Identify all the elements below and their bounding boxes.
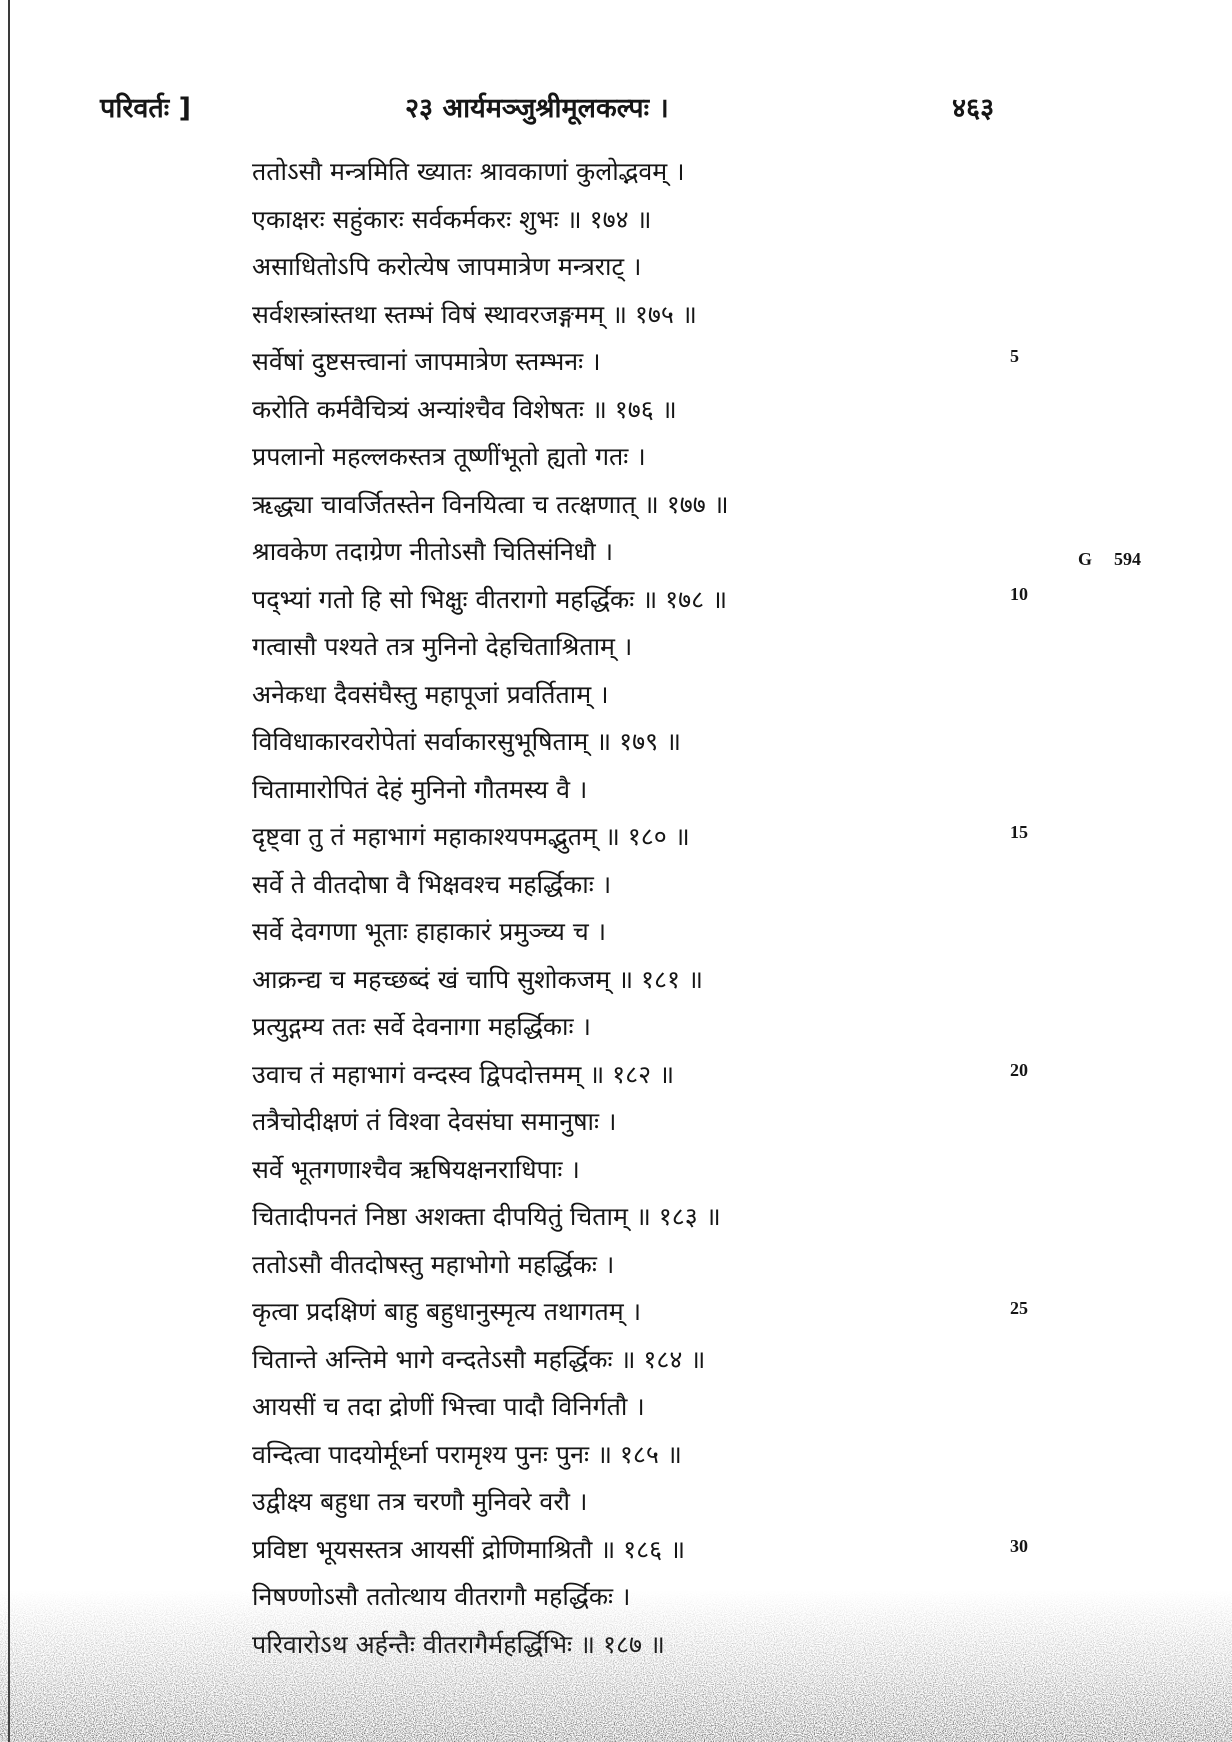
verse-line: करोति कर्मवैचित्र्यं अन्यांश्चैव विशेषतः ॥ १७६ ॥ xyxy=(252,394,677,424)
verse-text-block xyxy=(252,148,892,1668)
verse-line: प्रपलानो महल्लकस्तत्र तूष्णींभूतो ह्यतो गतः । xyxy=(252,442,646,471)
verse-line: आक्रन्द्य च महच्छब्दं खं चापि सुशोकजम् ॥ १८१ ॥ xyxy=(252,964,703,994)
verse-line: ऋद्ध्या चावर्जितस्तेन विनयित्वा च तत्क्षणात् ॥ १७७ ॥ xyxy=(252,489,729,519)
verse-line: पद्भ्यां गतो हि सो भिक्षुः वीतरागो महर्द्धिकः ॥ १७८ ॥ xyxy=(252,584,728,614)
page-number: ४६३ xyxy=(952,93,995,124)
verse-line: अनेकधा दैवसंघैस्तु महापूजां प्रवर्तिताम् । xyxy=(252,679,609,709)
verse-line: उवाच तं महाभागं वन्दस्व द्विपदोत्तमम् ॥ १८२ ॥ xyxy=(252,1059,675,1089)
verse-line: चितामारोपितं देहं मुनिनो गौतमस्य वै । xyxy=(252,774,588,804)
verse-line: सर्वशस्त्रांस्तथा स्तम्भं विषं स्थावरजङ्गमम् ॥ १७५ ॥ xyxy=(252,299,697,329)
verse-line: एकाक्षरः सहुंकारः सर्वकर्मकरः शुभः ॥ १७४ ॥ xyxy=(252,204,652,234)
line-number: 20 xyxy=(1010,1060,1028,1080)
verse-line: ततोऽसौ मन्त्रमिति ख्यातः श्रावकाणां कुलोद्भवम् । xyxy=(252,157,685,186)
line-number: 5 xyxy=(1010,346,1019,366)
line-number: 15 xyxy=(1010,822,1028,842)
section-label: परिवर्तः ] xyxy=(100,93,191,124)
verse-line: कृत्वा प्रदक्षिणं बाहु बहुधानुस्मृत्य तथागतम् । xyxy=(252,1297,642,1326)
verse-line: सर्वे ते वीतदोषा वै भिक्षवश्च महर्द्धिकाः । xyxy=(252,869,612,899)
verse-line: श्रावकेण तदाग्रेण नीतोऽसौ चितिसंनिधौ । xyxy=(252,537,614,566)
verse-line: आयसीं च तदा द्रोणीं भित्त्वा पादौ विनिर्गतौ । xyxy=(252,1392,645,1421)
scan-speckle-noise xyxy=(0,1590,1232,1742)
verse-line: दृष्ट्वा तु तं महाभागं महाकाश्यपमद्भुतम् ॥ १८० ॥ xyxy=(252,822,690,851)
verse-line: प्रत्युद्गम्य ततः सर्वे देवनागा महर्द्धिकाः । xyxy=(252,1012,591,1041)
verse-line: ततोऽसौ वीतदोषस्तु महाभोगो महर्द्धिकः । xyxy=(252,1249,615,1279)
verse-line: चितादीपनतं निष्ठा अशक्ता दीपयितुं चिताम् ॥ १८३ ॥ xyxy=(252,1202,721,1231)
manuscript-folio-reference xyxy=(1078,549,1141,570)
verse-line: गत्वासौ पश्यते तत्र मुनिनो देहचिताश्रिताम् । xyxy=(252,632,633,661)
folio-label: G xyxy=(1078,549,1093,569)
running-title: २३ आर्यमञ्जुश्रीमूलकल्पः । xyxy=(405,93,669,124)
verse-line: असाधितोऽपि करोत्येष जापमात्रेण मन्त्रराट् । xyxy=(252,252,642,281)
line-number: 10 xyxy=(1010,584,1028,604)
left-margin-rule xyxy=(8,0,10,1742)
verse-line: सर्वेषां दुष्टसत्त्वानां जापमात्रेण स्तम्भनः । xyxy=(252,347,601,376)
verse-line: सर्वे देवगणा भूताः हाहाकारं प्रमुञ्च्य च । xyxy=(252,917,607,946)
verse-line: विविधाकारवरोपेतां सर्वाकारसुभूषिताम् ॥ १७९ ॥ xyxy=(252,727,682,756)
verse-line: सर्वे भूतगणाश्चैव ऋषियक्षनराधिपाः । xyxy=(252,1154,580,1184)
folio-page: 594 xyxy=(1114,549,1142,569)
verse-line: वन्दित्वा पादयोर्मूर्ध्ना परामृश्य पुनः पुनः ॥ १८५ ॥ xyxy=(252,1439,682,1469)
verse-line: उद्वीक्ष्य बहुधा तत्र चरणौ मुनिवरे वरौ । xyxy=(252,1487,588,1516)
verse-line: प्रविष्टा भूयसस्तत्र आयसीं द्रोणिमाश्रितौ ॥ १८६ ॥ xyxy=(252,1534,686,1564)
verse-line: चितान्ते अन्तिमे भागे वन्दतेऽसौ महर्द्धिकः ॥ १८४ ॥ xyxy=(252,1344,706,1374)
line-number: 25 xyxy=(1010,1298,1028,1318)
line-number: 30 xyxy=(1010,1536,1028,1556)
verse-line: तत्रैचोदीक्षणं तं विश्वा देवसंघा समानुषाः । xyxy=(252,1107,617,1136)
